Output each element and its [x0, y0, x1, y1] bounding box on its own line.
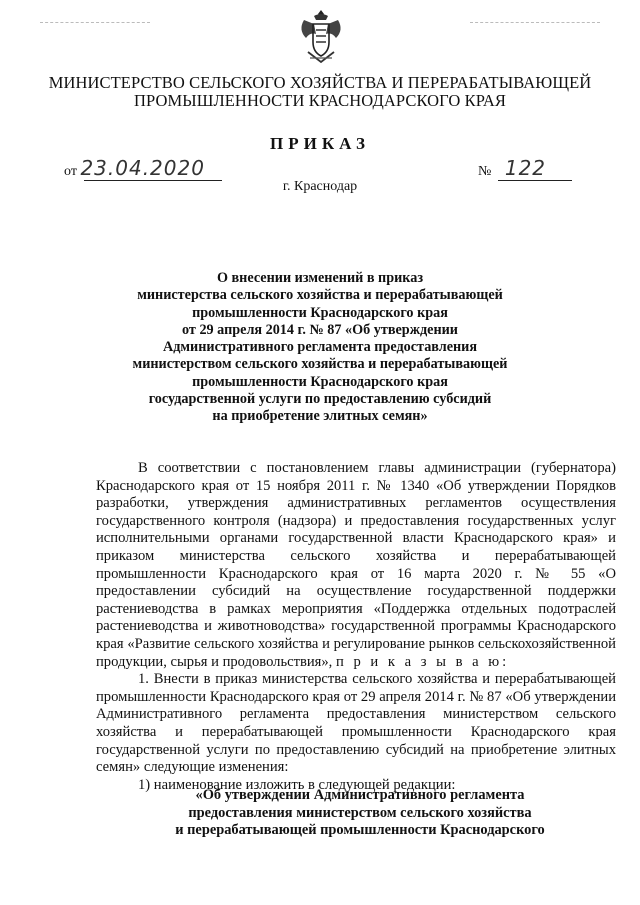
heading-line: О внесении изменений в приказ: [216, 270, 424, 286]
heading-line: министерством сельского хозяйства и перерабатывающей: [132, 356, 508, 373]
heading-line: Административного регламента предоставления: [162, 339, 478, 356]
paragraph-item-1: 1. Внести в приказ министерства сельского хозяйства и перерабатывающей промышленности Краснодарского края от 29 апреля 2014 г. № 87 «Об утверждении Административного регламента предоставления министерством сельского хозяйства и перерабатывающей промышленности Краснодарского края государственной услуги по предоставлению субсидий на приобретение элитных семян» следующие изменения:: [96, 671, 616, 776]
number-prefix: №: [478, 164, 492, 179]
ministry-line-2: ПРОМЫШЛЕННОСТИ КРАСНОДАРСКОГО КРАЯ: [133, 91, 507, 110]
document-body: [96, 460, 616, 794]
heading-line: министерства сельского хозяйства и перерабатывающей: [137, 287, 503, 304]
heading-line: промышленности Краснодарского края: [192, 373, 448, 390]
heading-line: от 29 апреля 2014 г. № 87 «Об утверждении: [182, 321, 458, 338]
ministry-name: [40, 74, 600, 110]
heading-line: государственной услуги по предоставлению субсидий: [148, 391, 492, 408]
document-type: ПРИКАЗ: [270, 134, 370, 153]
quote-line: предоставления министерством сельского хозяйства: [188, 804, 532, 821]
quoted-new-title: [140, 787, 580, 840]
quote-line: и перерабатывающей промышленности Краснодарского: [175, 822, 545, 838]
city: г. Краснодар: [282, 179, 358, 194]
paragraph-preamble: [96, 460, 616, 671]
paragraph-subitem-1: 1) наименование изложить в следующей редакции:: [138, 776, 456, 793]
date-value: 23.04.2020: [80, 156, 205, 180]
date-prefix: от: [64, 164, 77, 179]
preamble-text: В соответствии с постановлением главы администрации (губернатора) Краснодарского края от 15 ноября 2011 г. № 1340 «Об утверждении Порядков разработки, утверждения административных регламентов осуществления государственного контроля (надзора) и предоставления государственных услуг исполнительными органами государственной власти Краснодарского края» и приказом министерства сельского хозяйства и перерабатывающей промышленности Краснодарского края от 16 марта 2020 г. № 55 «О предоставлении субсидий на осуществление государственной поддержки растениеводства в рамках мероприятия «Поддержка отдельных подотраслей растениеводства и животноводства» государственной программы Краснодарского края «Развитие сельского хозяйства и регулирование рынков сельскохозяйственной продукции, сырья и продовольствия»,: [96, 460, 616, 670]
coat-of-arms-icon: [296, 6, 346, 68]
heading-line: на приобретение элитных семян»: [212, 408, 428, 425]
heading-line: промышленности Краснодарского края: [192, 304, 448, 321]
ministry-line-1: МИНИСТЕРСТВО СЕЛЬСКОГО ХОЗЯЙСТВА И ПЕРЕРАБАТЫВАЮЩЕЙ: [48, 73, 592, 92]
number-field: [478, 156, 546, 180]
number-value: 122: [504, 156, 547, 180]
quote-line: «Об утверждении Административного регламента: [195, 787, 525, 803]
scan-artifact-line: [470, 22, 600, 23]
order-word: п р и к а з ы в а ю:: [336, 653, 510, 670]
document-heading: [120, 270, 520, 426]
scan-artifact-line: [40, 22, 150, 23]
date-field: [64, 156, 205, 180]
